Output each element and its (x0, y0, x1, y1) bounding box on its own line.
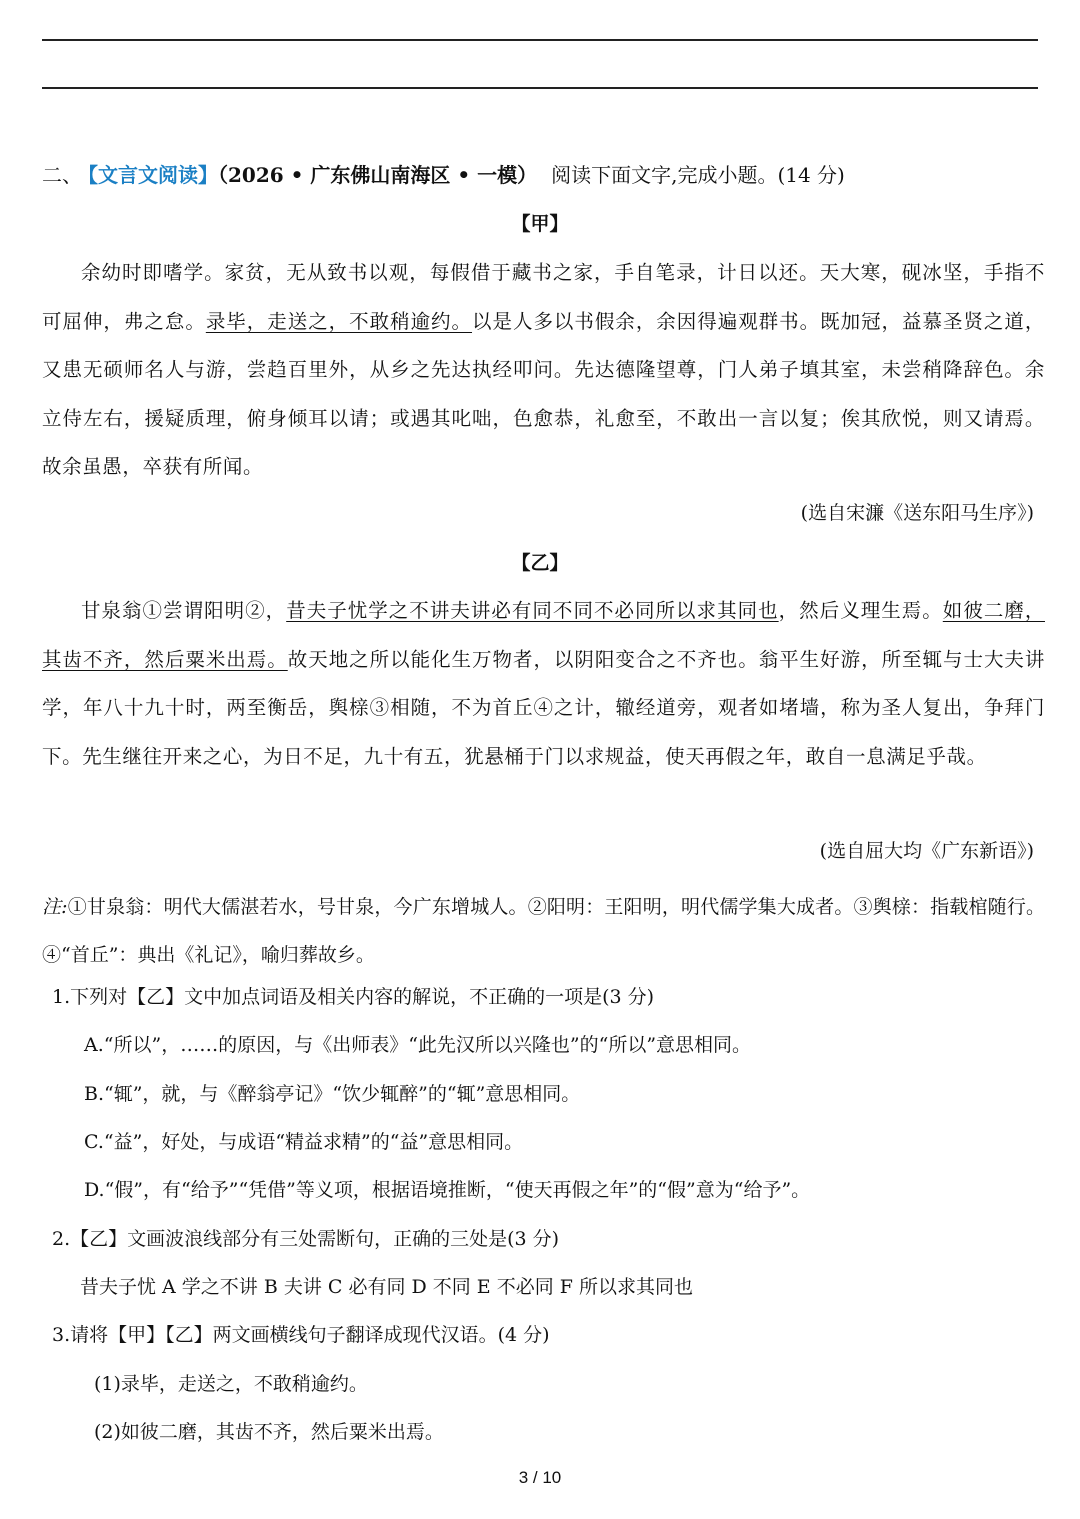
passage-yi-wavy: 昔夫子忧学之不讲夫讲必有同不同不必同所以求其同也 (286, 599, 779, 622)
passage-jia-citation: (选自宋濂《送东阳马生序》) (800, 502, 1034, 524)
passage-yi-text-mid: ，然后义理生焉。 (778, 599, 943, 622)
section-instruction: 阅读下面文字,完成小题。(14 分) (551, 163, 845, 187)
question-3-stem: 3.请将【甲】【乙】两文画横线句子翻译成现代汉语。(4 分) (52, 1324, 550, 1346)
passage-jia (42, 249, 1045, 492)
question-1-stem: 1.下列对【乙】文中加点词语及相关内容的解说，不正确的一项是(3 分) (52, 986, 655, 1008)
section-source: （2026 • 广东佛山南海区 • 一模） (218, 163, 538, 187)
passage-jia-label: 【甲】 (511, 213, 569, 235)
passage-jia-text-after: 以是人多以书假余，余因得遍观群书。既加冠，益慕圣贤之道，又患无硕师名人与游，尝趋百里外，从乡之先达执经叩问。先达德隆望尊，门人弟子填其室，未尝稍降辞色。余立侍左右，援疑质理，俯身倾耳以请；或遇其叱咄，色愈恭，礼愈至，不敢出一言以复；俟其欣悦，则又请焉。故余虽愚，卒获有所闻。 (42, 309, 1045, 478)
question-2-sentence: 昔夫子忧 A 学之不讲 B 夫讲 C 必有同 D 不同 E 不必同 F 所以求其同也 (80, 1276, 693, 1298)
section-tag: 【文言文阅读】 (88, 163, 218, 187)
notes-text: ①甘泉翁：明代大儒湛若水，号甘泉，今广东增城人。②阳明：王阳明，明代儒学集大成者。③舆榇：指载棺随行。④“首丘”：典出《礼记》，喻归葬故乡。 (42, 896, 1045, 966)
section-number: 二、 (42, 163, 82, 187)
question-1-option-d: D.“假”，有“给予”“凭借”等义项，根据语境推断，“使天再假之年”的“假”意为“给予”。 (84, 1179, 811, 1201)
passage-jia-text-before: 余幼时即嗜学。家贫，无从致书以观，每假借于藏书之家，手自笔录，计日以还。天大寒，砚冰坚，手指不可屈伸，弗之怠。 (42, 261, 1045, 333)
question-2-stem: 2.【乙】文画波浪线部分有三处需断句，正确的三处是(3 分) (52, 1228, 560, 1250)
header-rule-bottom (42, 87, 1038, 89)
page-number: 3 / 10 (518, 1468, 562, 1487)
notes (42, 883, 1045, 979)
passage-yi (42, 587, 1045, 781)
passage-yi-text-after: 故天地之所以能化生万物者，以阴阳变合之不齐也。翁平生好游，所至辄与士大夫讲学，年八十九十时，两至衡岳，舆榇③相随，不为首丘④之计，辙经道旁，观者如堵墙，称为圣人复出，争拜门下。先生继往开来之心，为日不足，九十有五，犹悬桶于门以求规益，使天再假之年，敢自一息满足乎哉。 (42, 647, 1046, 768)
question-1-option-c: C.“益”，好处，与成语“精益求精”的“益”意思相同。 (84, 1131, 524, 1153)
question-3-sentence-2: (2)如彼二磨，其齿不齐，然后粟米出焉。 (94, 1421, 444, 1443)
question-3-sentence-1: (1)录毕，走送之，不敢稍逾约。 (94, 1373, 368, 1395)
question-1-option-b: B.“辄”，就，与《醉翁亭记》“饮少辄醉”的“辄”意思相同。 (84, 1083, 581, 1105)
passage-yi-text-before: 甘泉翁①尝谓阳明②， (81, 599, 287, 622)
section-title (42, 160, 1042, 190)
header-rule-top (42, 39, 1038, 41)
passage-yi-citation: (选自屈大均《广东新语》) (819, 840, 1034, 862)
passage-yi-underlined: 如彼二磨，其齿不齐，然后粟米出焉。 (42, 599, 1045, 671)
passage-jia-underlined: 录毕，走送之，不敢稍逾约。 (205, 309, 473, 333)
passage-yi-label: 【乙】 (511, 552, 569, 574)
question-1-option-a: A.“所以”，……的原因，与《出师表》“此先汉所以兴隆也”的“所以”意思相同。 (84, 1034, 752, 1056)
notes-label: 注: (42, 896, 68, 918)
